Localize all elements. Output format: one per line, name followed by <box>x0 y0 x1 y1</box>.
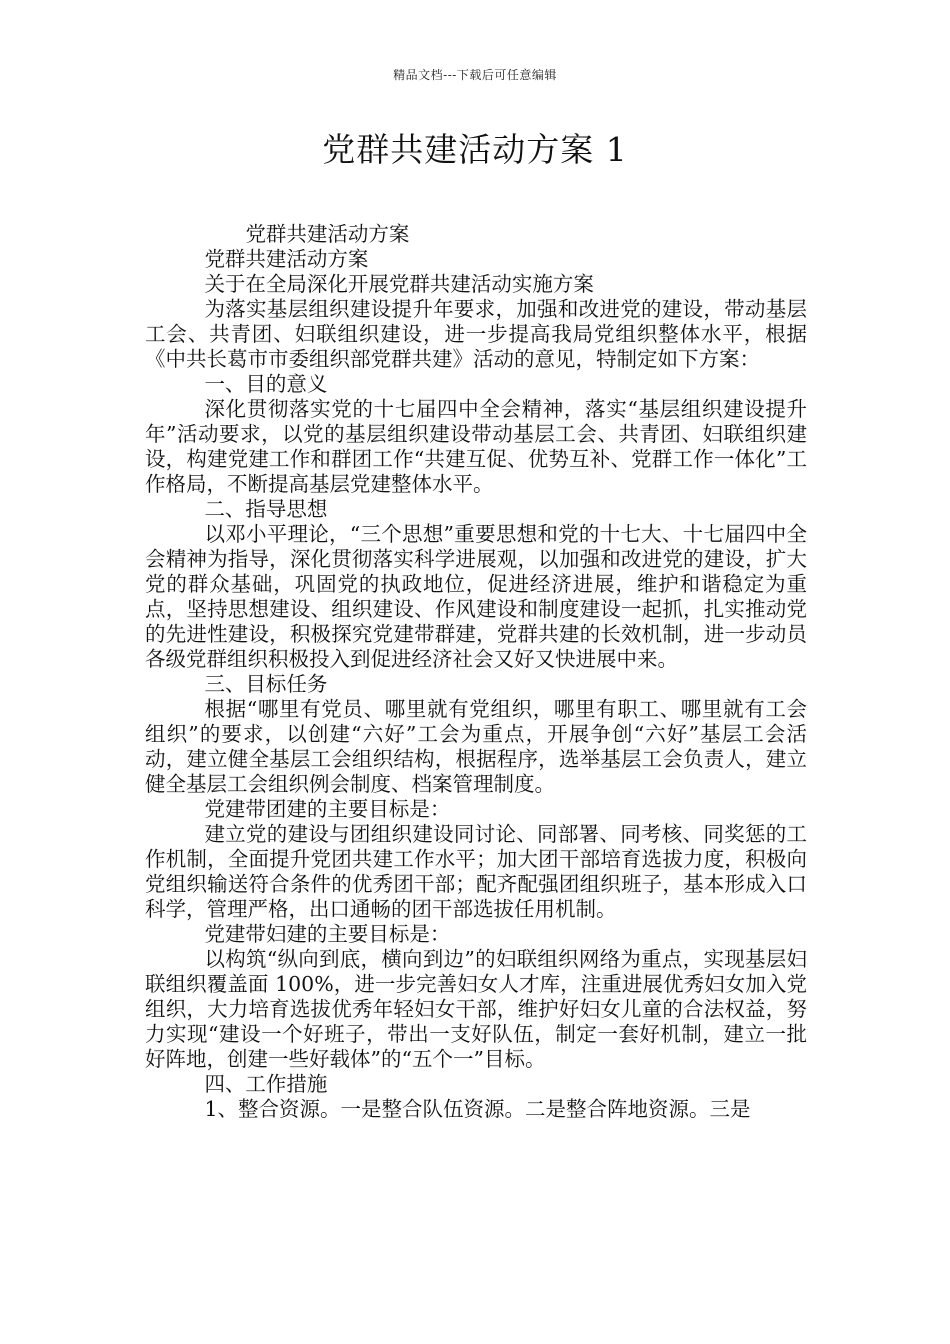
paragraph: 建立党的建设与团组织建设同讨论、同部署、同考核、同奖惩的工作机制，全面提升党团共建工作水平；加大团干部培育选拔力度，积极向党组织输送符合条件的优秀团干部；配齐配强团组织班子，基本形成入口科学，管理严格，出口通畅的团干部选拔任用机制。 <box>145 822 807 921</box>
paragraph: 关于在全局深化开展党群共建活动实施方案 <box>204 272 594 296</box>
section-heading: 二、指导思想 <box>204 497 328 521</box>
section-heading: 四、工作措施 <box>204 1072 328 1096</box>
paragraph: 为落实基层组织建设提升年要求，加强和改进党的建设，带动基层工会、共青团、妇联组织建设，进一步提高我局党组织整体水平，根据《中共长葛市市委组织部党群共建》活动的意见，特制定如下方案： <box>145 297 807 371</box>
paragraph: 1、整合资源。一是整合队伍资源。二是整合阵地资源。三是 <box>204 1097 751 1121</box>
paragraph: 深化贯彻落实党的十七届四中全会精神，落实“基层组织建设提升年”活动要求，以党的基层组织建设带动基层工会、共青团、妇联组织建设，构建党建工作和群团工作“共建互促、优势互补、党群工作一体化”工作格局，不断提高基层党建整体水平。 <box>145 397 807 496</box>
paragraph: 根据“哪里有党员、哪里就有党组织，哪里有职工、哪里就有工会组织”的要求，以创建“六好”工会为重点，开展争创“六好”基层工会活动，建立健全基层工会组织结构，根据程序，选举基层工会负责人，建立健全基层工会组织例会制度、档案管理制度。 <box>145 697 807 796</box>
section-heading: 三、目标任务 <box>204 672 328 696</box>
section-heading: 一、目的意义 <box>204 372 328 396</box>
document-body <box>145 222 807 1122</box>
paragraph: 党群共建活动方案 <box>204 247 369 271</box>
paragraph: 以构筑“纵向到底，横向到边”的妇联组织网络为重点，实现基层妇联组织覆盖面 100%，进一步完善妇女人才库，注重进展优秀妇女加入党组织，大力培育选拔优秀年轻妇女干部，维护好妇女儿童的合法权益，努力实现“建设一个好班子，带出一支好队伍，制定一套好机制，建立一批好阵地，创建一些好载体”的“五个一”目标。 <box>145 947 807 1071</box>
paragraph: 党建带妇建的主要目标是： <box>204 922 451 946</box>
paragraph: 以邓小平理论，“三个思想”重要思想和党的十七大、十七届四中全会精神为指导，深化贯彻落实科学进展观，以加强和改进党的建设，扩大党的群众基础，巩固党的执政地位，促进经济进展，维护和谐稳定为重点，坚持思想建设、组织建设、作风建设和制度建设一起抓，扎实推动党的先进性建设，积极探究党建带群建，党群共建的长效机制，进一步动员各级党群组织积极投入到促进经济社会又好又快进展中来。 <box>145 522 807 671</box>
document-title: 党群共建活动方案 1 <box>322 130 628 169</box>
header-note: 精品文档---下载后可任意编辑 <box>393 68 557 82</box>
paragraph: 党建带团建的主要目标是： <box>204 797 451 821</box>
paragraph: 党群共建活动方案 <box>245 222 410 246</box>
